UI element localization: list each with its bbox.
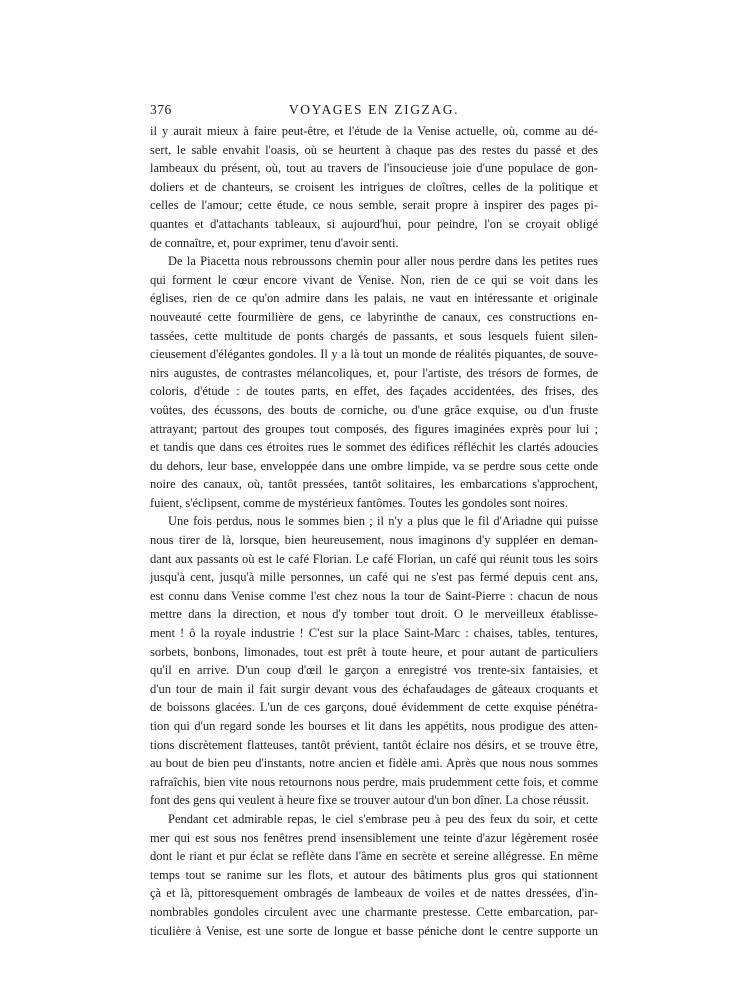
text-line: coloris, d'étude : de toutes parts, en effet, des façades accidentées, des frises, des [150,384,598,399]
text-line: tion qui d'un regard sonde les bourses et lit dans les appétits, nous prodigue des atten- [150,719,598,733]
text-line: De la Piacetta nous rebroussons chemin pour aller nous perdre dans les petites rues [168,254,598,269]
text-line: il y aurait mieux à faire peut-être, et l'étude de la Venise actuelle, où, comme au dé- [150,124,598,138]
text-line: noire des canaux, où, tantôt pressées, tantôt solitaires, les embarcations s'approchent, [150,477,598,492]
text-line: qui forment le cœur encore vivant de Venise. Non, rien de ce qui se voit dans les [150,272,598,287]
text-line: cieusement d'élégantes gondoles. Il y a là tout un monde de réalités piquantes, de souve- [150,347,598,362]
text-line: du dehors, leur base, enveloppée dans une ombre limpide, va se perdre sous cette onde [150,458,598,473]
text-line: attrayant; partout des groupes tout composés, des figures imaginées exprès pour lui ; [150,421,598,436]
text-line: jusqu'à cent, jusqu'à mille personnes, un café qui ne s'est pas fermé depuis cent ans, [150,570,598,585]
text-line: sorbets, bonbons, limonades, tout est prêt à toute heure, et pour autant de particuliers [150,644,598,659]
page-number: 376 [150,102,172,117]
text-line: nirs augustes, de contrastes mélancoliques, et, pour l'artiste, des trésors de formes, de [150,365,598,380]
paragraph [150,122,598,252]
body-text [150,122,598,940]
text-line: voûtes, des écussons, des bouts de corniche, ou d'une grâce exquise, ou d'un fruste [150,402,598,417]
text-line: nouveauté cette fourmilière de gens, ce labyrinthe de canaux, ces constructions en- [150,309,598,324]
text-line: tions discrètement flatteuses, tantôt prévient, tantôt éclaire nos désirs, et se trouve être, [150,737,598,752]
text-line: doliers et de chanteurs, se croisent les intrigues de cloîtres, celles de la politique et [150,179,598,194]
text-line: et tandis que dans ces étroites rues le sommet des édifices réfléchit les clartés adoucies [150,440,598,455]
paragraph [150,810,598,940]
text-line: nous tirer de là, lorsque, bien heureusement, nous imaginons d'y suppléer en deman- [150,533,598,548]
text-line: quantes et d'attachants tableaux, si aujourd'hui, pour peindre, l'on se croyait obligé [150,216,598,231]
text-line: qu'il en arrive. D'un coup d'œil le garçon a enregistré vos trente-six fantaisies, et [150,663,598,678]
text-line: rafraîchis, bien vite nous retournons nous perdre, mais prudemment cette fois, et comme [150,774,598,789]
text-line: au bout de bien peu d'instants, notre ancien et fidèle ami. Après que nous nous sommes [150,756,598,771]
text-line: ticulière à Venise, est une sorte de longue et basse péniche dont le centre supporte un [150,923,598,938]
text-line: ment ! ô la royale industrie ! C'est sur la place Saint-Marc : chaises, tables, tentures, [150,626,598,641]
text-line: font des gens qui veulent à heure fixe se trouver autour d'un bon dîner. La chose réussit. [150,793,589,808]
text-line: d'un tour de main il fait surgir devant vous des échafaudages de gâteaux croquants et [150,681,598,696]
text-line: de boissons glacées. L'un de ces garçons, doué évidemment de cette exquise pénétra- [150,700,598,715]
text-line: Pendant cet admirable repas, le ciel s'embrase peu à peu des feux du soir, et cette [168,811,598,826]
text-line: lambeaux du présent, où, tout au travers de l'insoucieuse joie d'une populace de gon- [150,161,598,176]
paragraph [150,512,598,810]
text-line: nombrables gondoles circulent avec une charmante prestesse. Cette embarcation, par- [150,904,598,919]
text-line: est connu dans Venise comme l'est chez nous la tour de Saint-Pierre : chacun de nous [150,588,598,603]
text-line: dant aux passants où est le café Florian. Le café Florian, un café qui réunit tous les soirs [150,551,598,566]
text-line: temps tout se ranime sur les flots, et autour des bâtiments plus gros qui stationnent [150,867,598,882]
text-line: églises, rien de ce qu'on admire dans les palais, ne vaut en intéressante et originale [150,291,598,306]
paragraph [150,252,598,512]
text-line: dont le riant et pur éclat se reflète dans l'âme en secrète et sereine allégresse. En même [150,849,598,864]
text-line: mettre dans la direction, et nous d'y tomber tout droit. O le merveilleux établisse- [150,607,598,622]
text-line: fuient, s'éclipsent, comme de mystérieux fantômes. Toutes les gondoles sont noires. [150,495,568,510]
text-line: çà et là, pittoresquement ombragés de lambeaux de voiles et de nattes dressées, d'in- [150,886,598,901]
text-line: celles de l'amour; cette étude, ce nous semble, serait propre à inspirer des pages pi- [150,198,598,213]
text-line: sert, le sable envahit l'oasis, où se heurtent à chaque pas des restes du passé et des [150,142,598,157]
text-line: mer qui est sous nos fenêtres prend insensiblement une teinte d'azur légèrement rosée [150,830,598,845]
text-line: de connaître, et, pour exprimer, tenu d'avoir senti. [150,235,399,250]
running-title: VOYAGES EN ZIGZAG. [288,102,460,117]
text-line: tassées, cette multitude de ponts chargés de passants, et sous lesquels fuient silen- [150,328,598,343]
text-line: Une fois perdus, nous le sommes bien ; il n'y a plus que le fil d'Ariadne qui puisse [168,514,598,529]
running-head [150,102,598,122]
